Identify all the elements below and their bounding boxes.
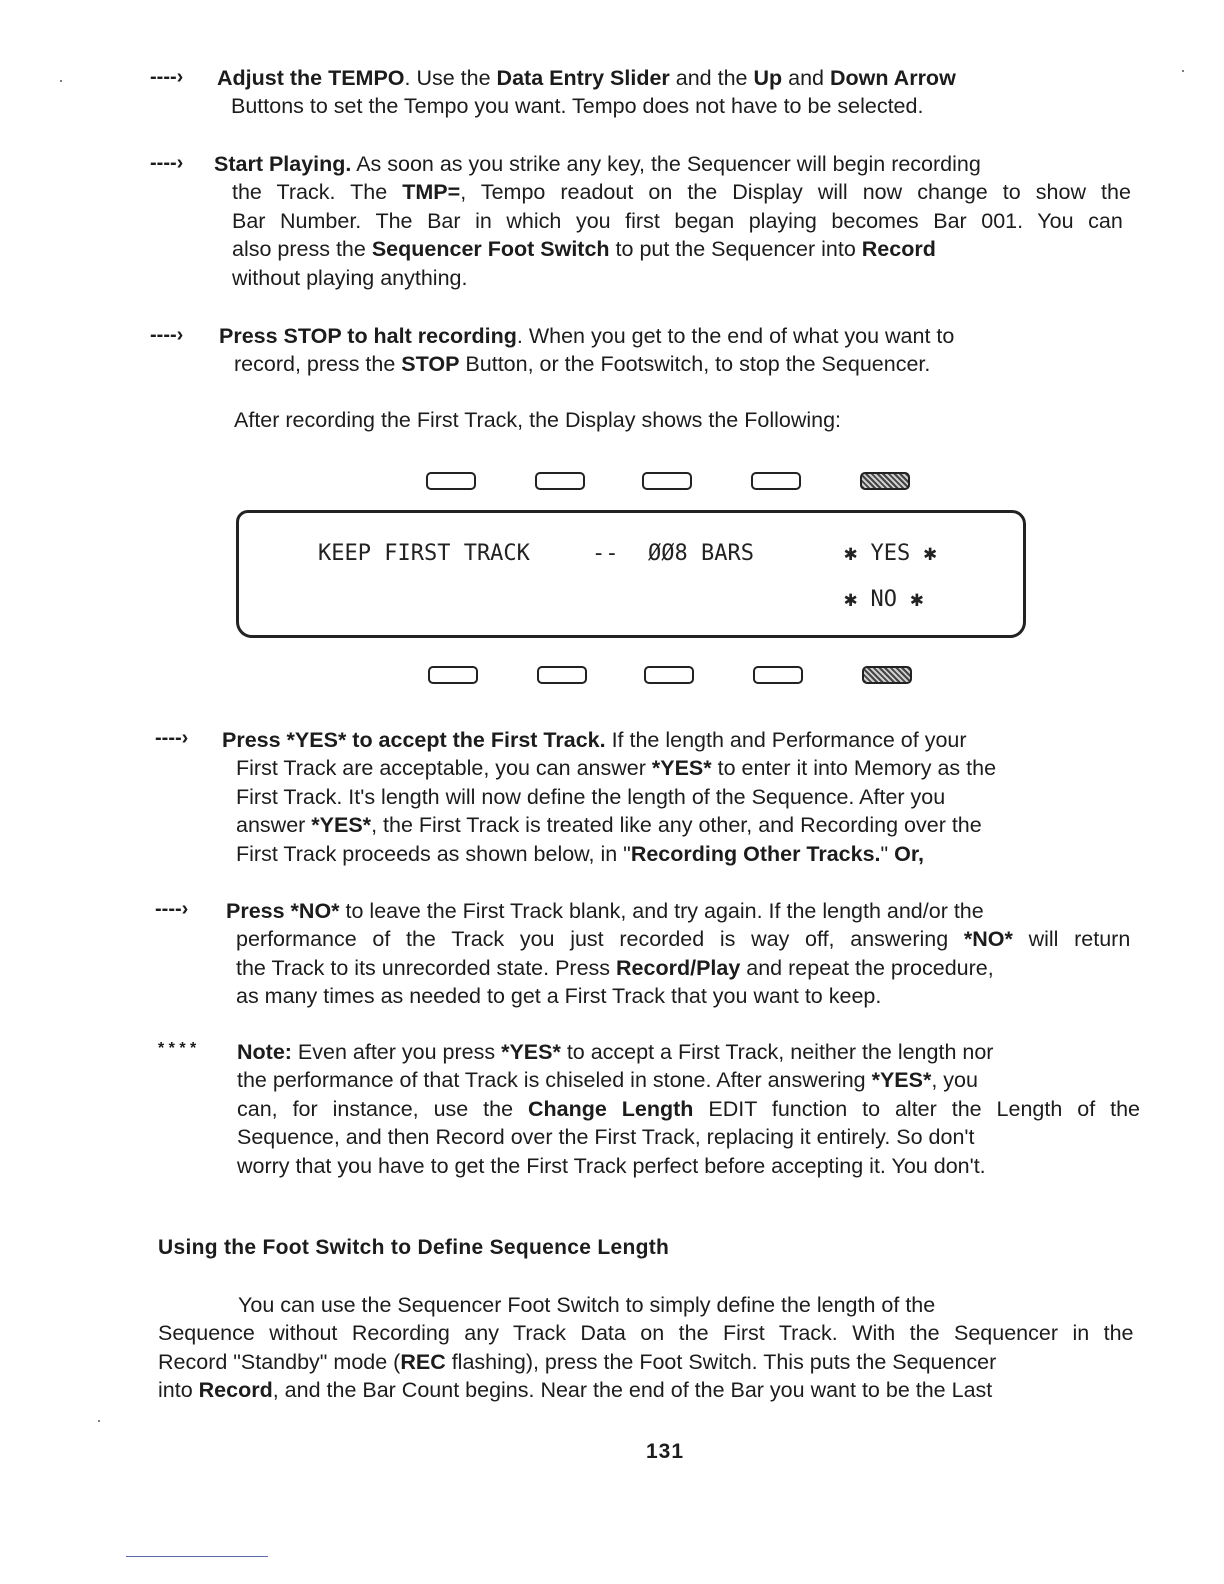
arrow-start: ----›: [150, 152, 184, 174]
soft-key-top-5-lit[interactable]: [860, 472, 910, 490]
lcd-yes-option: ✱ YES ✱: [844, 541, 937, 566]
scan-speck: [60, 80, 62, 82]
soft-key-top-2[interactable]: [535, 472, 585, 490]
bold-run: REC: [400, 1349, 446, 1374]
text-line: [0, 1291, 1142, 1319]
step-press-no: [0, 897, 1140, 1011]
section-heading: Using the Foot Switch to Define Sequence Length: [158, 1236, 670, 1259]
bold-run: Change Length: [528, 1096, 694, 1121]
text-line: [0, 1038, 1140, 1066]
bold-run: Press STOP to halt recording: [219, 324, 517, 348]
note-marker: * * * *: [158, 1040, 197, 1057]
text-line: [0, 1123, 1140, 1151]
bold-run: Note:: [237, 1040, 292, 1064]
text-run: can, for instance, use the: [237, 1096, 528, 1121]
bold-run: Record: [861, 237, 936, 262]
soft-key-top-4[interactable]: [751, 472, 801, 490]
text-run: Sequence without Recording any Track Data on the First Track. With the Sequencer in the: [158, 1321, 1134, 1346]
text-run: to put the Sequencer into: [609, 237, 862, 262]
text-line: [0, 897, 1140, 925]
bold-run: Adjust the TEMPO: [217, 66, 405, 90]
bold-run: Record/Play: [616, 955, 741, 980]
lcd-no-option: ✱ NO ✱: [844, 587, 924, 612]
lcd-display: [236, 510, 1026, 638]
text-line: [0, 840, 1140, 868]
text-run: to accept a First Track, neither the length nor: [560, 1040, 994, 1064]
text-run: After recording the First Track, the Display shows the Following:: [234, 408, 842, 432]
text-run: First Track are acceptable, you can answer: [236, 756, 652, 781]
bold-run: Data Entry Slider: [496, 66, 670, 90]
text-run: and the: [669, 66, 754, 90]
bold-run: *YES*: [871, 1068, 932, 1093]
bold-run: *YES*: [501, 1040, 561, 1064]
text-run: , the First Track is treated like any other, and Recording over the: [371, 813, 982, 838]
text-line: [0, 811, 1140, 839]
bold-run: Start Playing.: [214, 152, 352, 176]
bold-run: *YES*: [311, 813, 372, 838]
text-run: the performance of that Track is chiseled in stone. After answering: [237, 1068, 872, 1093]
text-run: , Tempo readout on the Display will now change to show the: [460, 180, 1131, 205]
scan-mark: [126, 1556, 268, 1557]
bold-run: *NO*: [963, 927, 1013, 952]
text-run: also press the: [232, 237, 372, 262]
arrow-tempo: ----›: [150, 66, 184, 88]
scan-speck: [98, 1420, 100, 1422]
soft-key-top-1[interactable]: [426, 472, 476, 490]
bold-run: Record: [198, 1378, 273, 1403]
display-intro: [0, 406, 1140, 434]
text-line: [0, 406, 1140, 434]
text-run: You can use the Sequencer Foot Switch to simply define the length of the: [238, 1293, 936, 1317]
text-line: [0, 754, 1140, 782]
text-line: [0, 178, 1140, 206]
text-line: [0, 322, 1140, 350]
soft-key-bottom-1[interactable]: [428, 666, 478, 684]
text-line: [0, 1095, 1140, 1123]
text-run: EDIT function to alter the Length of the: [693, 1096, 1140, 1121]
text-line: [0, 150, 1140, 178]
arrow-no: ----›: [155, 898, 189, 920]
text-run: will return: [1012, 927, 1131, 952]
arrow-stop: ----›: [150, 324, 184, 346]
text-line: [0, 954, 1140, 982]
text-run: Button, or the Footswitch, to stop the Sequencer.: [459, 352, 931, 377]
bold-run: Press *YES* to accept the First Track.: [222, 728, 606, 752]
text-line: [0, 925, 1140, 953]
text-run: to leave the First Track blank, and try again. If the length and/or the: [339, 899, 984, 923]
scan-speck: [1182, 70, 1184, 72]
page-number: 131: [646, 1440, 685, 1463]
text-run: , you: [931, 1068, 978, 1093]
text-run: First Track. It's length will now define the length of the Sequence. After you: [236, 784, 946, 809]
text-line: [0, 1348, 1142, 1376]
text-line: [0, 1152, 1140, 1180]
text-line: [0, 1376, 1142, 1404]
text-line: [0, 350, 1140, 378]
bold-run: STOP: [401, 352, 460, 377]
text-line: [0, 1066, 1140, 1094]
soft-key-top-3[interactable]: [642, 472, 692, 490]
lcd-separator: --: [592, 541, 619, 566]
text-run: and repeat the procedure,: [740, 955, 994, 980]
text-run: Even after you press: [291, 1040, 502, 1064]
text-line: [0, 264, 1140, 292]
text-run: Sequence, and then Record over the First Track, replacing it entirely. So don't: [237, 1125, 975, 1150]
bold-run: TMP=: [402, 180, 461, 205]
text-line: [0, 982, 1140, 1010]
soft-key-bottom-3[interactable]: [644, 666, 694, 684]
soft-key-bottom-5-lit[interactable]: [862, 666, 912, 684]
text-run: Buttons to set the Tempo you want. Tempo does not have to be selected.: [231, 94, 924, 119]
bold-run: Press *NO*: [226, 899, 340, 923]
text-run: as many times as needed to get a First Track that you want to keep.: [236, 984, 882, 1009]
soft-key-bottom-4[interactable]: [753, 666, 803, 684]
text-run: ": [880, 841, 895, 866]
text-run: answer: [236, 813, 312, 838]
bold-run: Sequencer Foot Switch: [371, 237, 610, 262]
text-run: flashing), press the Foot Switch. This puts the Sequencer: [445, 1349, 997, 1374]
text-line: [0, 207, 1140, 235]
text-run: into: [158, 1378, 199, 1403]
text-run: the Track to its unrecorded state. Press: [236, 955, 617, 980]
bold-run: Or,: [894, 841, 925, 866]
text-run: without playing anything.: [232, 265, 468, 290]
text-run: , and the Bar Count begins. Near the end of the Bar you want to be the Last: [272, 1378, 993, 1403]
text-line: [0, 783, 1140, 811]
text-run: . Use the: [404, 66, 497, 90]
note-paragraph: [0, 1038, 1140, 1180]
text-run: record, press the: [234, 352, 402, 377]
text-run: to enter it into Memory as the: [711, 756, 997, 781]
step-press-yes: [0, 726, 1140, 868]
text-run: As soon as you strike any key, the Sequencer will begin recording: [351, 152, 981, 176]
text-run: Bar Number. The Bar in which you first began playing becomes Bar 001. You can: [232, 208, 1123, 233]
text-line: [0, 726, 1140, 754]
text-run: the Track. The: [232, 180, 403, 205]
text-line: [0, 64, 1140, 92]
text-run: worry that you have to get the First Track perfect before accepting it. You don't.: [237, 1153, 986, 1178]
text-run: Record "Standby" mode (: [158, 1349, 401, 1374]
step-press-stop: [0, 322, 1140, 379]
step-adjust-tempo: [0, 64, 1140, 121]
step-start-playing: [0, 150, 1140, 292]
text-run: and: [782, 66, 830, 90]
text-line: [0, 235, 1140, 263]
section-body: [0, 1291, 1142, 1405]
soft-key-bottom-2[interactable]: [537, 666, 587, 684]
text-run: First Track proceeds as shown below, in ": [236, 841, 631, 866]
bold-run: *YES*: [651, 756, 712, 781]
text-line: [0, 1319, 1142, 1347]
lcd-keep-first-track: KEEP FIRST TRACK: [318, 541, 530, 566]
text-line: [0, 92, 1140, 120]
bold-run: Down Arrow: [829, 66, 956, 90]
text-run: If the length and Performance of your: [605, 728, 967, 752]
bold-run: Recording Other Tracks.: [630, 841, 881, 866]
text-run: performance of the Track you just recorded is way off, answering: [236, 927, 964, 952]
bold-run: Up: [753, 66, 783, 90]
text-run: . When you get to the end of what you want to: [516, 324, 955, 348]
arrow-yes: ----›: [155, 727, 189, 749]
lcd-bar-count: ØØ8 BARS: [648, 541, 754, 566]
